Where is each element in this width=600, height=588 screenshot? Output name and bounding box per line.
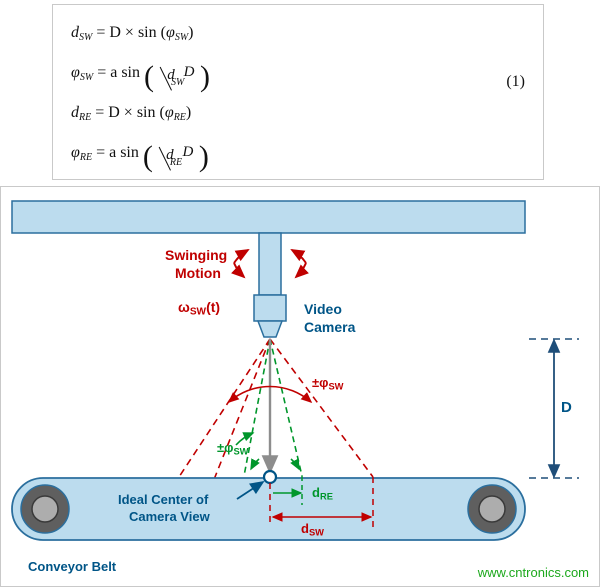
phi-sw-lower-symbol: ±φ — [217, 440, 234, 455]
camera-body — [254, 295, 286, 321]
ideal-center-label-line2: Camera View — [129, 509, 210, 524]
fraction — [153, 136, 199, 170]
right-paren: ) — [198, 139, 209, 173]
equation-lhs: d — [71, 24, 79, 41]
fraction-denominator: D — [183, 64, 195, 81]
swinging-motion-label-line2: Motion — [175, 265, 221, 281]
equation-rhs-var: φ — [164, 104, 174, 121]
equation-lhs: φ — [71, 144, 80, 161]
omega-time: (t) — [206, 299, 221, 315]
phi-sw-lower-subscript: SW — [233, 446, 249, 457]
swinging-motion-label-line1: Swinging — [165, 247, 228, 263]
omega-symbol: ω — [178, 299, 190, 315]
equation-rhs-suffix: ) — [185, 104, 192, 121]
equation-lhs-sub: RE — [79, 151, 93, 163]
equation-panel — [52, 4, 544, 180]
phi-sw-lower-arc-left2 — [251, 459, 259, 469]
equation-rhs-sub: RE — [173, 111, 186, 123]
d-re-subscript: RE — [319, 491, 333, 502]
equation-lhs: d — [71, 104, 79, 121]
d-sw-label — [301, 521, 324, 537]
equation-line-2 — [71, 53, 210, 93]
phi-sw-upper-subscript: SW — [328, 381, 344, 392]
swing-arrow-left — [234, 250, 248, 263]
d-sw-subscript: SW — [308, 527, 325, 538]
fraction-denominator: D — [182, 144, 194, 161]
phi-sw-upper-symbol: ±φ — [312, 375, 329, 390]
conveyor-belt-label: Conveyor Belt — [28, 559, 117, 574]
camera-mast — [259, 233, 281, 295]
camera-lens — [258, 321, 282, 337]
equation-line-4 — [71, 133, 210, 173]
equation-line-3 — [71, 93, 210, 133]
fraction — [154, 56, 200, 90]
equation-rhs: = D × sin ( — [95, 104, 165, 121]
conveyor-belt-body — [12, 478, 525, 540]
left-paren: ( — [142, 139, 153, 173]
phi-sw-lower-label — [217, 440, 249, 456]
equation-lhs-sub: SW — [79, 31, 93, 43]
equation-rhs: = a sin — [97, 64, 140, 81]
conveyor-roller-right-inner — [479, 496, 505, 522]
equation-lhs: φ — [71, 64, 80, 81]
equation-lhs-sub: RE — [79, 111, 92, 123]
equation-rhs-suffix: ) — [188, 24, 194, 41]
swing-arrow-left-down — [234, 263, 244, 277]
phi-sw-upper-label — [312, 375, 344, 391]
fraction-numerator: d — [167, 67, 175, 84]
d-re-label — [312, 485, 333, 501]
omega-subscript: SW — [189, 306, 207, 318]
equation-rhs: = a sin — [96, 144, 139, 161]
conveyor-roller-left-inner — [32, 496, 58, 522]
fraction-numerator: d — [166, 147, 174, 164]
fraction-numerator-sub: SW — [171, 77, 185, 89]
ideal-center-label-line1: Ideal Center of — [118, 492, 209, 507]
d-re-symbol: d — [312, 485, 320, 500]
equation-rhs-var: φ — [165, 24, 175, 41]
sw-angle-line-left — [213, 339, 270, 482]
right-paren: ) — [200, 59, 210, 93]
watermark: www.cntronics.com — [477, 565, 589, 580]
ideal-center-marker — [264, 471, 276, 483]
swing-arrow-right — [292, 250, 306, 263]
diagram-panel — [0, 186, 600, 587]
fraction-numerator-sub: RE — [169, 157, 183, 169]
gantry-beam — [12, 201, 525, 233]
omega-sw-label — [178, 299, 220, 318]
equation-rhs-sub: SW — [174, 31, 189, 43]
equation-rhs: = D × sin ( — [96, 24, 166, 41]
d-sw-symbol: d — [301, 521, 309, 536]
equation-line-1 — [71, 13, 210, 53]
video-camera-label-line1: Video — [304, 301, 342, 317]
swing-arrow-right-down — [296, 263, 306, 277]
equation-lhs-sub: SW — [79, 71, 94, 83]
distance-d-label: D — [561, 399, 572, 416]
video-camera-label-line2: Camera — [304, 319, 356, 335]
left-paren: ( — [144, 59, 154, 93]
equation-number: (1) — [506, 73, 525, 90]
equation-list — [71, 13, 210, 173]
